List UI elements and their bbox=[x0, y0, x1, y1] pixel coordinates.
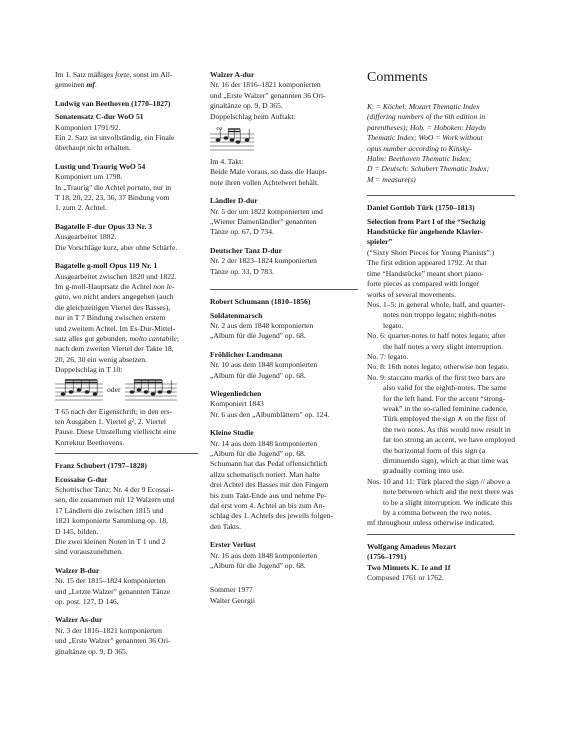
text-line: und zweitem Achtel. Im Es-Dur-Mittel- bbox=[55, 323, 176, 333]
text-line: sind vorauszunehmen. bbox=[55, 547, 123, 557]
composer-heading-tuerk: Daniel Gottlob Türk (1750–1813) bbox=[367, 203, 475, 213]
text-line: D 145, bilden. bbox=[55, 526, 99, 536]
text-line: nur in T 7 Bindung zwischen erstem bbox=[55, 313, 166, 323]
section-wiegenliedchen bbox=[210, 389, 358, 420]
column-right bbox=[367, 70, 515, 583]
signature-author: Walter Georgii bbox=[210, 595, 256, 605]
abbrev-line: (differing numbers of the 6th edition in bbox=[367, 112, 486, 122]
section-walzer-as bbox=[55, 615, 198, 657]
turn-notation-figure bbox=[210, 124, 254, 154]
text-line: ginaltänze op. 9, D 365. bbox=[55, 646, 128, 656]
text-line: In „Traurig" die Achtel portato, nur in bbox=[55, 182, 172, 192]
column-left bbox=[55, 70, 198, 657]
text-line: Schottischer Tanz; Nr. 4 der 9 Ecossai- bbox=[55, 485, 174, 494]
text-line: Komponiert 1843 bbox=[210, 399, 264, 409]
section-divider bbox=[55, 453, 198, 454]
text-line: 17 Ländlern die zwischen 1815 und bbox=[55, 505, 164, 515]
text-line: überhaupt nicht erhalten. bbox=[55, 143, 131, 153]
section-lustig-und-traurig bbox=[55, 162, 198, 214]
text-line: Die Vorschläge kurz, aber ohne Schärfe. bbox=[55, 242, 178, 252]
text-line: Nr. 6 aus den „Albumblättern" op. 124. bbox=[210, 409, 330, 419]
piece-title: Deutscher Tanz D-dur bbox=[210, 245, 283, 255]
text-line: op. post. 127, D 146. bbox=[55, 597, 119, 607]
text-line: gato, wo nicht anders angegeben (auch bbox=[55, 292, 174, 302]
note-item: Nos. 1–5: in general whole, half, and quarter-notes non troppo legato; eighth-notes legato. bbox=[367, 299, 506, 330]
intro-line: Im 1. Satz mäßiges forte, sonst im All- bbox=[55, 70, 173, 79]
text-line: (“Sixty Short Pieces for Young Pianists”.) bbox=[367, 247, 495, 257]
piece-title: Soldatenmarsch bbox=[210, 310, 263, 320]
composer-heading-mozart-dates: (1756–1791) bbox=[367, 552, 407, 562]
turn-notation-figure bbox=[125, 378, 177, 404]
piece-title: Wiegenliedchen bbox=[210, 388, 262, 398]
text-line: „Album für die Jugend" op. 68. bbox=[210, 448, 306, 458]
text-line: nach dem zweiten Viertel der Takte 18, bbox=[55, 344, 174, 354]
abbrev-line: parentheses); Hob. = Hoboken: Haydn bbox=[367, 122, 486, 132]
text-line: forte pieces as compared with longer bbox=[367, 279, 479, 289]
composer-heading-schubert: Franz Schubert (1797–1828) bbox=[55, 461, 147, 471]
piece-title: Walzer As-dur bbox=[55, 615, 103, 625]
piece-title: Erster Verlust bbox=[210, 540, 256, 550]
text-line: „Wiener Damenländler" genannten bbox=[210, 217, 317, 227]
text-line: Komponiert 1791/92. bbox=[55, 122, 121, 132]
section-froehlicher-landmann bbox=[210, 350, 358, 381]
text-line: works of several movements. bbox=[367, 289, 456, 299]
text-line: bis zum Takt-Ende aus und nehme Pe- bbox=[210, 490, 327, 500]
section-kleine-studie bbox=[210, 428, 358, 532]
piece-title: Two Minuets K. 1e and 1f bbox=[367, 562, 451, 572]
text-line: drei Achtel des Basses mit den Fingern bbox=[210, 480, 329, 490]
mf-note: mf throughout unless otherwise indicated. bbox=[367, 518, 495, 528]
piece-title: Kleine Studie bbox=[210, 428, 254, 438]
piece-title: Walzer A-dur bbox=[210, 70, 255, 79]
text-line: sen, die zusammen mit 12 Walzern und bbox=[55, 495, 175, 505]
abbrev-line: Halm: Beethoven Thematic Index; bbox=[367, 154, 472, 164]
column-middle bbox=[210, 70, 358, 606]
text-line: satz alles gut gebunden, molto cantabile; bbox=[55, 333, 180, 343]
text-line: Nr. 2 der 1823–1824 komponierten bbox=[210, 256, 317, 266]
text-line: The first edition appeared 1792. At that bbox=[367, 258, 487, 268]
note-item: No. 6: quarter-notes to half notes legato; after the half notes a very slight interruption. bbox=[367, 331, 506, 351]
turn-notation-figure bbox=[55, 378, 103, 404]
ornament-or-label: oder bbox=[107, 385, 121, 395]
section-erster-verlust bbox=[210, 540, 358, 571]
section-deutscher-tanz bbox=[210, 246, 358, 277]
svg-text:∾: ∾ bbox=[216, 124, 223, 134]
text-line: Die zwei kleinen Noten in T 1 und 2 bbox=[55, 537, 166, 547]
signature-block bbox=[210, 585, 358, 606]
text-line: und „Erste Walzer" genannten 36 Ori- bbox=[210, 90, 326, 100]
section-divider bbox=[210, 289, 358, 290]
text-line: Ausgearbeitet zwischen 1820 und 1822. bbox=[55, 271, 177, 281]
text-line: die gleichzeitigen Viertel des Basses), bbox=[55, 302, 171, 312]
section-laendler bbox=[210, 196, 358, 238]
text-line: Nr. 15 der 1815–1824 komponierten bbox=[55, 576, 166, 586]
abbrev-line: D = Deutsch: Schubert Thematic Index; bbox=[367, 164, 490, 174]
abbreviations-block bbox=[367, 102, 515, 185]
piece-title: spieler” bbox=[367, 237, 393, 247]
text-line: ten Ausgaben 1. Viertel g², 2. Viertel bbox=[55, 416, 166, 426]
text-line: dal erst vom 4. Achtel an bis zum An- bbox=[210, 501, 325, 510]
piece-title: Sonatensatz C-dur WoO 51 bbox=[55, 112, 144, 122]
section-walzer-a bbox=[210, 70, 358, 188]
text-line: und „Erste Walzer" genannten 36 Ori- bbox=[55, 636, 171, 646]
text-line: note ihren vollen Achtelwert behält. bbox=[210, 177, 320, 187]
text-line: time “Handstücke” meant short piano- bbox=[367, 268, 484, 278]
piece-title: Handstücke für angehende Klavier- bbox=[367, 227, 483, 237]
text-line: Nr. 16 aus dem 1848 komponierten bbox=[210, 550, 318, 560]
piece-title: Bagatelle g-moll Opus 119 Nr. 1 bbox=[55, 261, 158, 271]
performance-notes bbox=[367, 300, 515, 529]
section-ecossaise bbox=[55, 475, 198, 558]
text-line: Ein 2. Satz ist unvollständig, ein Finale bbox=[55, 133, 175, 143]
piece-title: Fröhlicher Landmann bbox=[210, 349, 283, 359]
text-line: Im 4. Takt: bbox=[210, 157, 244, 167]
text-line: den Takts. bbox=[210, 521, 241, 531]
text-line: Composed 1761 or 1762. bbox=[367, 573, 444, 583]
comments-title: Comments bbox=[367, 70, 428, 85]
section-bagatelle-f bbox=[55, 222, 198, 253]
composer-heading-schumann: Robert Schumann (1810–1856) bbox=[210, 297, 311, 307]
composer-heading-mozart: Wolfgang Amadeus Mozart bbox=[367, 541, 457, 551]
text-line: ginaltänze op. 9, D 365. bbox=[210, 101, 283, 111]
text-line: „Album für die Jugend" op. 68. bbox=[210, 370, 306, 380]
text-line: 1821 komponierte Sammlung op. 18, bbox=[55, 516, 169, 526]
piece-title: Selection from Part I of the “Sechzig bbox=[367, 216, 486, 226]
text-line: Im g-moll-Hauptsatz die Achtel non le- bbox=[55, 281, 175, 291]
note-item: No. 8: 16th notes legato; otherwise non legato. bbox=[367, 362, 509, 372]
piece-title: Lustig und Traurig WoO 54 bbox=[55, 161, 146, 171]
abbrev-line: K. = Köchel: Mozart Thematic Index bbox=[367, 102, 480, 111]
note-item: No. 7: legato. bbox=[367, 351, 409, 361]
text-line: Nr. 3 der 1816–1821 komponierten bbox=[55, 625, 162, 635]
piece-title: Bagatelle F-dur Opus 33 Nr. 3 bbox=[55, 221, 153, 231]
section-menuets bbox=[367, 563, 515, 584]
text-line: Doppelschlag beim Auftakt: bbox=[210, 111, 296, 121]
text-line: T 65 nach der Eigenschrift; in den ers- bbox=[55, 406, 172, 416]
piece-title: Ländler D-dur bbox=[210, 196, 258, 206]
ornament-example bbox=[55, 378, 198, 404]
section-walzer-b bbox=[55, 566, 198, 608]
text-line: Korrektur Beethovens. bbox=[55, 437, 125, 447]
abbrev-line: Thematic Index; WoO = Work without bbox=[367, 133, 483, 143]
text-line: Nr. 5 der um 1822 komponierten und bbox=[210, 206, 323, 216]
text-line: Nr. 2 aus dem 1848 komponierten bbox=[210, 320, 314, 330]
text-line: Pause. Diese Umstellung vielleicht eine bbox=[55, 427, 176, 437]
text-line: Nr. 10 aus dem 1848 komponierten bbox=[210, 360, 318, 370]
text-line: Beide Male voraus, so dass die Haupt- bbox=[210, 167, 328, 177]
section-soldatenmarsch bbox=[210, 311, 358, 342]
signature-date: Sommer 1977 bbox=[210, 585, 253, 595]
text-line: Nr. 16 der 1816–1821 komponierten bbox=[210, 80, 321, 90]
intro-line: gemeinen mf. bbox=[55, 80, 97, 90]
text-line: „Album für die Jugend" op. 68. bbox=[210, 331, 306, 341]
section-bagatelle-g bbox=[55, 261, 198, 448]
text-line: Schumann hat das Pedal offensichtlich bbox=[210, 459, 328, 469]
section-divider bbox=[367, 195, 515, 196]
section-selection bbox=[367, 217, 515, 300]
composer-heading-beethoven: Ludwig van Beethoven (1770–1827) bbox=[55, 98, 171, 108]
text-line: Nr. 14 aus dem 1848 komponierten bbox=[210, 438, 318, 448]
text-line: Komponiert um 1798. bbox=[55, 172, 123, 182]
section-sonatensatz bbox=[55, 112, 198, 154]
text-line: allzu schematisch notiert. Man halte bbox=[210, 469, 320, 479]
text-line: Ausgearbeitet 1802. bbox=[55, 232, 117, 242]
piece-title: Ecossaise G-dur bbox=[55, 474, 108, 484]
abbrev-line: M = measure(s) bbox=[367, 174, 416, 184]
section-divider bbox=[367, 534, 515, 535]
note-item: No. 9: staccato marks of the first two bars are also valid for the eighth-notes. The same for the left hand. For the accent “strong-weak” in the so-called feminine cadence, Türk employed the sign ∧ on the first of the two notes. As this would now result in far too strong an accent, we have employed the horizontal form of this sign (a diminuendo sign), which at that time was gradually coming into use. bbox=[367, 372, 515, 476]
text-line: Doppelschlag in T 10: bbox=[55, 365, 123, 375]
abbrev-line: opus number according to Kinsky- bbox=[367, 143, 472, 153]
text-line: Tänze op. 67, D 734. bbox=[210, 227, 274, 237]
text-line: 1. zum 2. Achtel. bbox=[55, 203, 107, 213]
text-line: und „Letzte Walzer" genannten Tänze bbox=[55, 586, 171, 596]
text-line: T 18, 20, 22, 23, 36, 37 Bindung vom bbox=[55, 193, 170, 203]
text-line: schlag des 1. Achtels des jeweils folgen- bbox=[210, 511, 333, 521]
piece-title: Walzer B-dur bbox=[55, 565, 100, 575]
text-line: „Album für die Jugend" op. 68. bbox=[210, 561, 306, 571]
note-item: Nos. 10 and 11: Türk placed the sign // above a note between which and the next there was to be a slight interruption. We indicate this by a comma between the two notes. bbox=[367, 476, 514, 518]
text-line: 20, 26, 30 ein wenig absetzen. bbox=[55, 354, 147, 364]
text-line: Tänze op. 33, D 783. bbox=[210, 266, 274, 276]
